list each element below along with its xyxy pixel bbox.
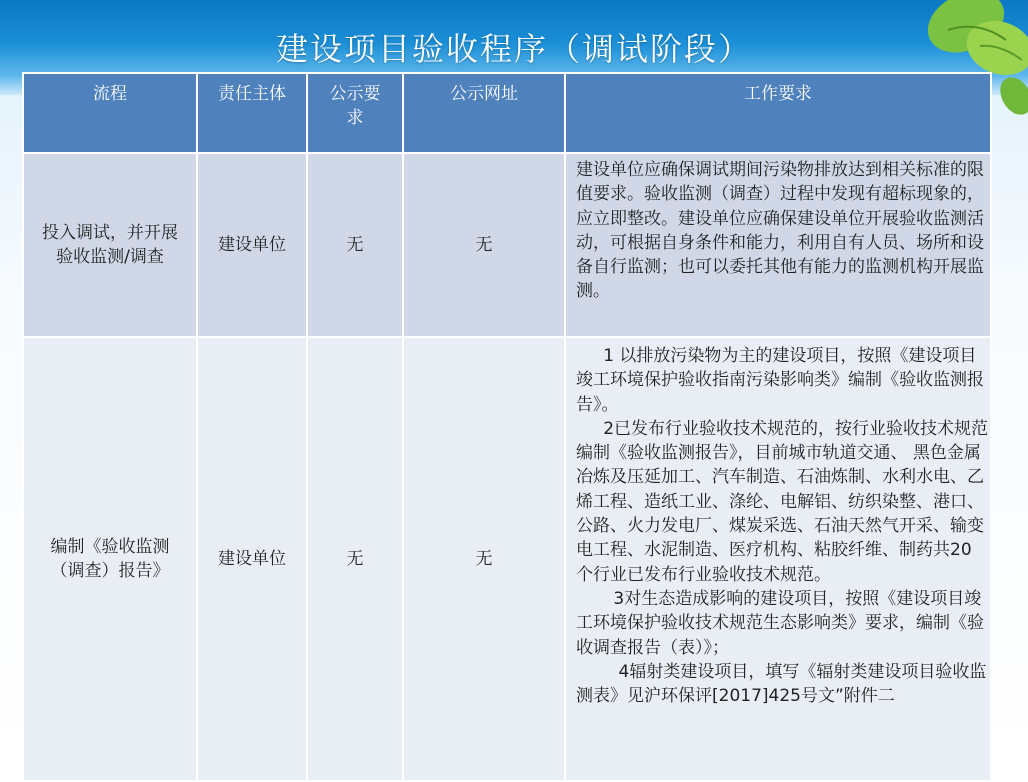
header-url: 公示网址 <box>403 73 565 153</box>
page-title: 建设项目验收程序（调试阶段） <box>275 30 752 68</box>
process-text: 编制《验收监测（调查）报告》 <box>50 537 170 581</box>
cell-requirements <box>565 337 991 781</box>
procedure-table <box>22 72 992 782</box>
cell-publicity: 无 <box>307 153 403 337</box>
table-row <box>23 337 991 781</box>
cell-url: 无 <box>403 337 565 781</box>
requirement-item-4: 4辐射类建设项目，填写《辐射类建设项目验收监测表》见沪环保评[2017]425号文”附件二 <box>576 661 987 707</box>
header-publicity: 公示要求 <box>307 73 403 153</box>
table-header-row <box>23 73 991 153</box>
process-text: 投入调试，并开展验收监测/调查 <box>42 223 178 267</box>
cell-process <box>23 153 197 337</box>
cell-process <box>23 337 197 781</box>
requirement-item-1: 1 以排放污染物为主的建设项目，按照《建设项目竣工环境保护验收指南污染影响类》编制《验收监测报告》。 <box>576 346 984 415</box>
cell-responsible: 建设单位 <box>197 337 307 781</box>
header-process: 流程 <box>23 73 197 153</box>
cell-url: 无 <box>403 153 565 337</box>
cell-responsible: 建设单位 <box>197 153 307 337</box>
header-responsible: 责任主体 <box>197 73 307 153</box>
requirement-item-3: 3对生态造成影响的建设项目，按照《建设项目竣工环境保护验收技术规范生态影响类》要求，编制《验收调查报告（表）》； <box>576 588 984 658</box>
requirement-item-2: 2已发布行业验收技术规范的，按行业验收技术规范编制《验收监测报告》，目前城市轨道交通、 黑色金属冶炼及压延加工、汽车制造、石油炼制、水利水电、乙烯工程、造纸工业、涤纶、电解铝、纺织染整、港口、公路、火力发电厂、煤炭采选、石油天然气开采、输变电工程、水泥制造、医疗机构、粘胶纤维、制药共20个行业已发布行业验收技术规范。 <box>576 418 989 585</box>
cell-publicity: 无 <box>307 337 403 781</box>
cell-requirements: 建设单位应确保调试期间污染物排放达到相关标准的限值要求。验收监测（调查）过程中发现有超标现象的，应立即整改。建设单位应确保建设单位开展验收监测活动，可根据自身条件和能力，利用自有人员、场所和设备自行监测；也可以委托其他有能力的监测机构开展监测。 <box>565 153 991 337</box>
header-requirements: 工作要求 <box>565 73 991 153</box>
table-row <box>23 153 991 337</box>
